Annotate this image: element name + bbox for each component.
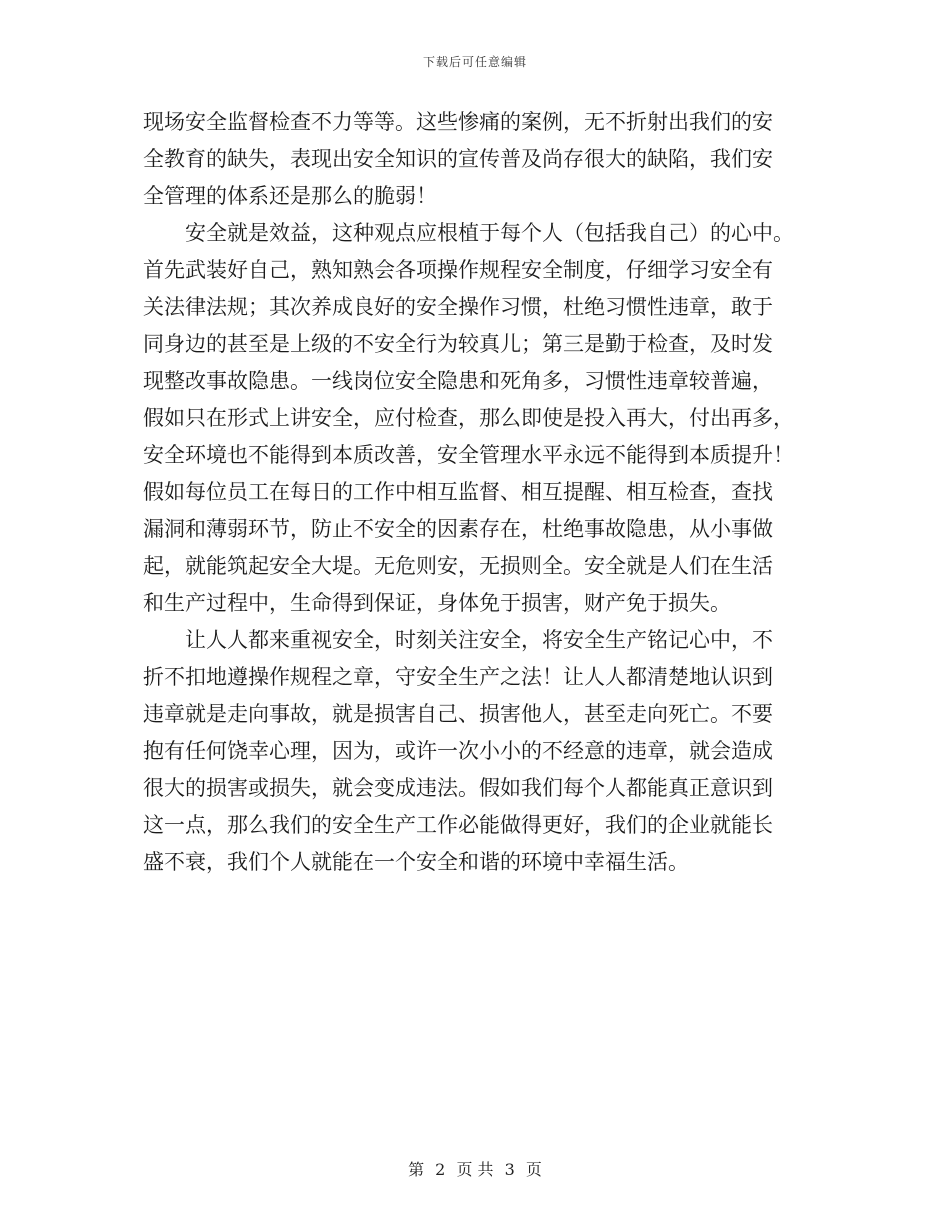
text-line: 全教育的缺失，表现出安全知识的宣传普及尚存很大的缺陷，我们安 xyxy=(143,147,773,171)
text-line: 这一点，那么我们的安全生产工作必能做得更好，我们的企业就能长 xyxy=(143,813,773,837)
text-line: 漏洞和薄弱环节，防止不安全的因素存在，杜绝事故隐患，从小事做 xyxy=(143,517,773,541)
text-line: 安全环境也不能得到本质改善，安全管理水平永远不能得到本质提升！ xyxy=(143,443,794,467)
footer-middle: 页 共 xyxy=(456,1160,494,1179)
text-line: 全管理的体系还是那么的脆弱！ xyxy=(143,184,437,208)
text-line: 抱有任何饶幸心理，因为，或许一次小小的不经意的违章，就会造成 xyxy=(143,739,773,763)
paragraph-start-line: 安全就是效益，这种观点应根植于每个人（包括我自己）的心中。 xyxy=(185,221,794,245)
text-line: 假如每位员工在每日的工作中相互监督、相互提醒、相互检查，查找 xyxy=(143,480,773,504)
text-line: 盛不衰，我们个人就能在一个安全和谐的环境中幸福生活。 xyxy=(143,850,689,874)
text-line: 现场安全监督检查不力等等。这些惨痛的案例，无不折射出我们的安 xyxy=(143,110,773,134)
text-line: 假如只在形式上讲安全，应付检查，那么即使是投入再大，付出再多， xyxy=(143,406,794,430)
text-line: 首先武装好自己，熟知熟会各项操作规程安全制度，仔细学习安全有 xyxy=(143,258,773,282)
text-line: 很大的损害或损失，就会变成违法。假如我们每个人都能真正意识到 xyxy=(143,776,773,800)
text-line: 违章就是走向事故，就是损害自己、损害他人，甚至走向死亡。不要 xyxy=(143,702,773,726)
text-line: 折不扣地遵操作规程之章，守安全生产之法！让人人都清楚地认识到 xyxy=(143,665,773,689)
current-page-number: 2 xyxy=(435,1160,446,1179)
paragraph-start-line: 让人人都来重视安全，时刻关注安全，将安全生产铭记心中，不 xyxy=(185,628,773,652)
total-page-count: 3 xyxy=(504,1160,515,1179)
text-line: 现整改事故隐患。一线岗位安全隐患和死角多，习惯性违章较普遍， xyxy=(143,369,773,393)
footer-suffix: 页 xyxy=(525,1160,542,1179)
page-footer xyxy=(0,1157,950,1180)
document-body xyxy=(143,104,807,881)
text-line: 起，就能筑起安全大堤。无危则安，无损则全。安全就是人们在生活 xyxy=(143,554,773,578)
text-line: 和生产过程中，生命得到保证，身体免于损害，财产免于损失。 xyxy=(143,591,731,615)
text-line: 关法律法规；其次养成良好的安全操作习惯，杜绝习惯性违章，敢于 xyxy=(143,295,773,319)
text-line: 同身边的甚至是上级的不安全行为较真儿；第三是勤于检查，及时发 xyxy=(143,332,773,356)
footer-prefix: 第 xyxy=(408,1160,425,1179)
page-header: 下载后可任意编辑 xyxy=(422,55,527,69)
